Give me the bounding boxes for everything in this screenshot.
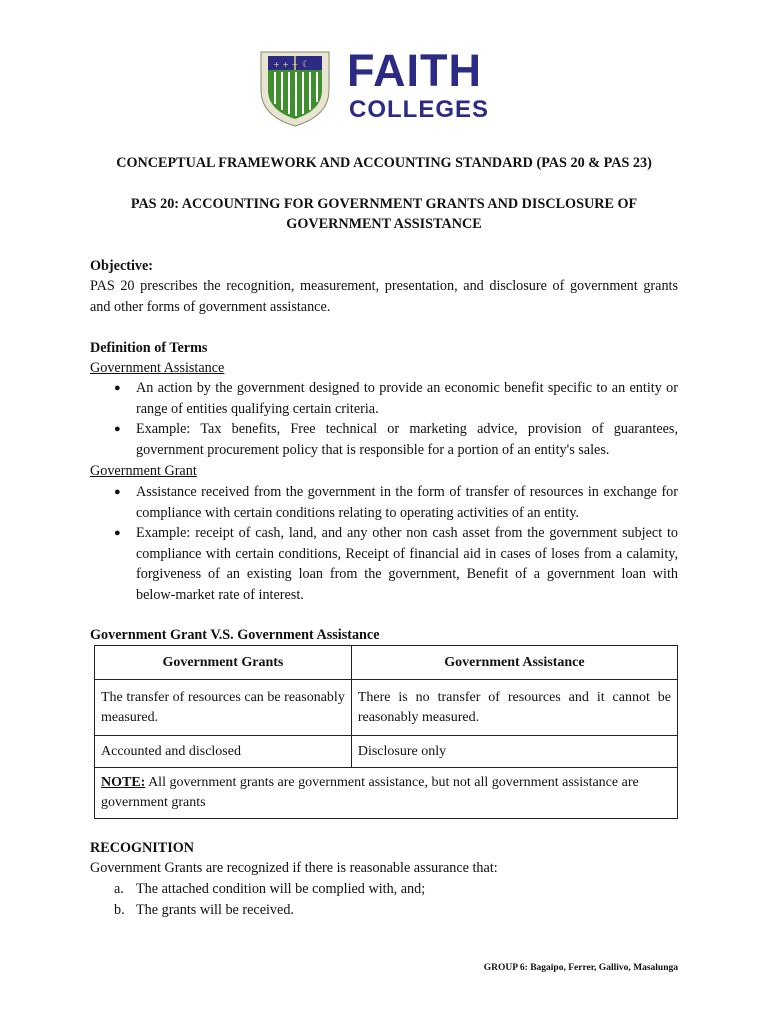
logo-text-colleges: COLLEGES [349, 96, 490, 123]
comparison-table [94, 645, 678, 819]
table-cell: Disclosure only [351, 736, 677, 768]
comparison-title: Government Grant V.S. Government Assistance [90, 627, 380, 643]
note-text: All government grants are government assistance, but not all government assistance are government grants [101, 775, 639, 810]
list-item: ● Example: receipt of cash, land, and any other non cash asset from the government subject to compliance with certain conditions, Receipt of financial aid in cases of loses from a calamity, forgiveness of an existing loan from the government, Benefit of a government loan with below-market rate of interest. [114, 523, 678, 605]
table-header-assistance: Government Assistance [351, 646, 677, 680]
table-cell: There is no transfer of resources and it cannot be reasonably measured. [351, 680, 677, 736]
table-row [95, 736, 678, 768]
note-label: NOTE: [101, 775, 146, 790]
government-assistance-term: Government Assistance [90, 360, 225, 376]
list-item: ● Example: Tax benefits, Free technical or marketing advice, provision of guarantees, government procurement policy that is responsible for a portion of an entity's sales. [114, 419, 678, 460]
table-cell: The transfer of resources can be reasonably measured. [95, 680, 352, 736]
list-item-text: The grants will be received. [136, 902, 294, 918]
section-title-line2: GOVERNMENT ASSISTANCE [286, 216, 482, 232]
section-title-line1: PAS 20: ACCOUNTING FOR GOVERNMENT GRANTS AND DISCLOSURE OF [130, 196, 638, 212]
grant-bullet-list [114, 482, 678, 605]
list-marker: b. [114, 902, 125, 918]
recognition-list [114, 879, 678, 921]
definition-heading: Definition of Terms [90, 340, 208, 356]
recognition-title: RECOGNITION [90, 840, 195, 856]
college-crest-icon [255, 46, 335, 128]
table-cell: Accounted and disclosed [95, 736, 352, 768]
svg-text:+ + +: + + + [273, 60, 299, 69]
objective-label: Objective: [90, 258, 154, 274]
government-grant-term: Government Grant [90, 463, 197, 479]
assistance-bullet-list [114, 378, 678, 460]
svg-text:☾: ☾ [302, 60, 311, 70]
objective-text: PAS 20 prescribes the recognition, measurement, presentation, and disclosure of government grants and other forms of government assistance. [90, 278, 678, 315]
table-note-cell [95, 768, 678, 819]
page-footer: GROUP 6: Bagaipo, Ferrer, Gallivo, Masalunga [483, 963, 678, 973]
faith-colleges-logo [255, 46, 517, 128]
document-title: CONCEPTUAL FRAMEWORK AND ACCOUNTING STANDARD (PAS 20 & PAS 23) [116, 155, 652, 171]
table-header-grants: Government Grants [95, 646, 352, 680]
logo-text-faith: FAITH [347, 45, 482, 96]
list-item [114, 879, 678, 900]
list-item: ● An action by the government designed to provide an economic benefit specific to an entity or range of entities qualifying certain criteria. [114, 378, 678, 419]
list-marker: a. [114, 881, 124, 897]
table-note-row [95, 768, 678, 819]
recognition-intro: Government Grants are recognized if there is reasonable assurance that: [90, 860, 498, 876]
list-item: ● Assistance received from the government in the form of transfer of resources in exchange for compliance with certain conditions relating to operating activities of an entity. [114, 482, 678, 523]
list-item [114, 900, 678, 921]
table-row [95, 680, 678, 736]
list-item-text: The attached condition will be complied with, and; [136, 881, 426, 897]
